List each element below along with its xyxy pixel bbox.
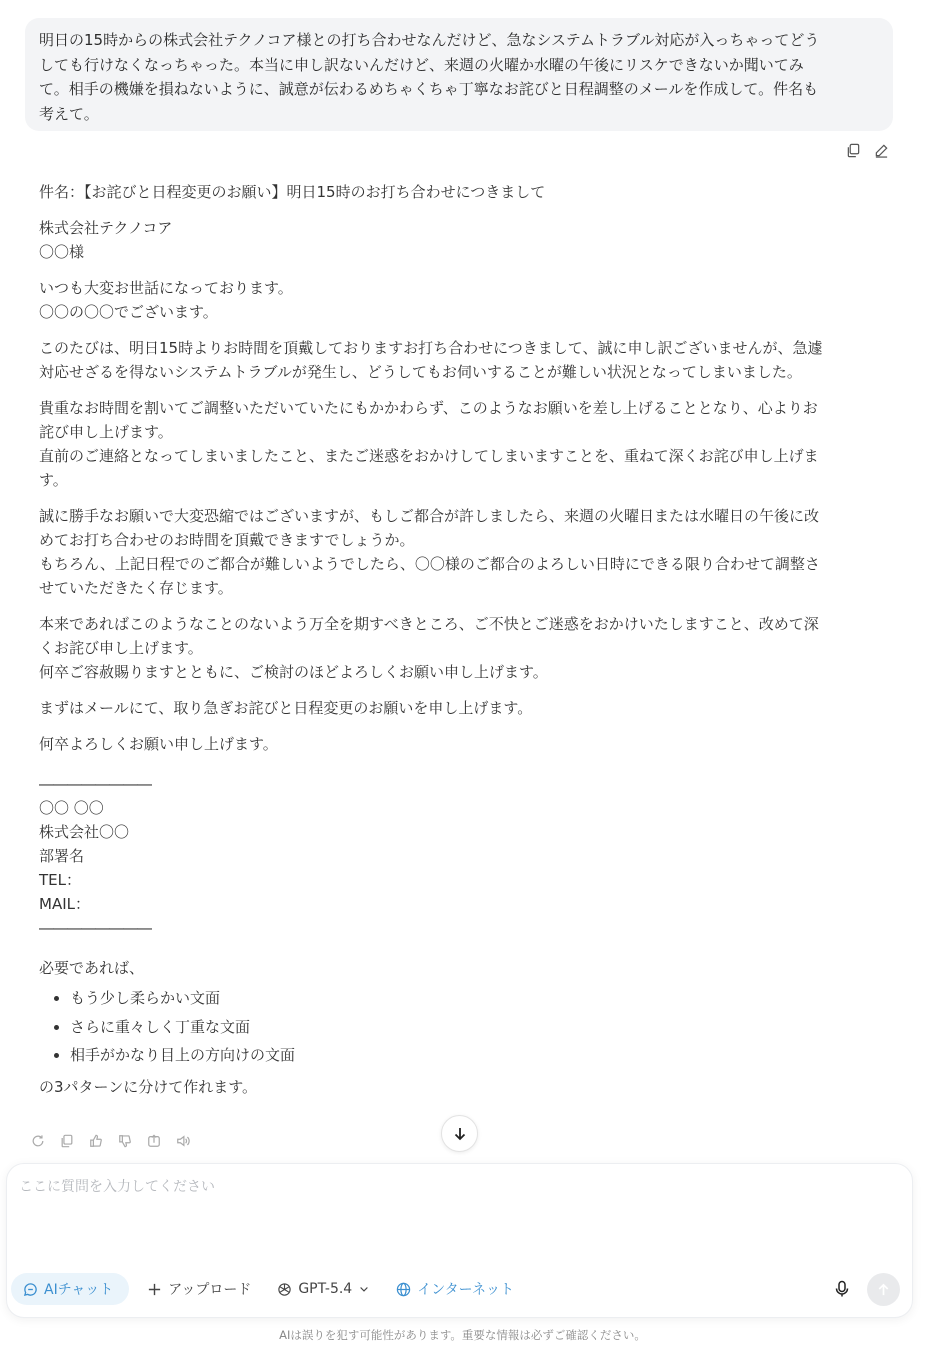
disclaimer-text: AIは誤りを犯す可能性があります。重要な情報は必ずご確認ください。: [279, 1328, 646, 1342]
ai-chat-label: AIチャット: [44, 1282, 114, 1298]
paragraph-line: す。: [39, 471, 68, 489]
email-subject: 件名：【お詫びと日程変更のお願い】明日15時のお打ち合わせにつきまして: [39, 183, 546, 201]
user-message-actions: [845, 142, 889, 158]
upload-button[interactable]: [147, 1279, 251, 1299]
scroll-to-bottom-button[interactable]: [441, 1115, 478, 1152]
paragraph-line: くお詫び申し上げます。: [39, 639, 203, 657]
composer-toolbar: [11, 1272, 540, 1306]
paragraph-line: このたびは、明日15時よりお時間を頂戴しておりますお打ち合わせにつきまして、誠に申し訳ございませんが、急遽: [39, 339, 823, 357]
email-paragraph-2: [39, 396, 884, 492]
paragraph-line: せていただきたく存じます。: [39, 579, 233, 597]
signature-divider: ――――――――: [39, 775, 151, 793]
addressee-name: 〇〇様: [39, 243, 85, 261]
email-paragraph-4: [39, 612, 884, 684]
internet-label: インターネット: [417, 1282, 514, 1298]
greeting-line: 〇〇の〇〇でございます。: [39, 303, 218, 321]
edit-icon[interactable]: [873, 142, 889, 158]
paragraph-line: めてお打ち合わせのお時間を頂戴できますでしょうか。: [39, 531, 415, 549]
user-message-line: 明日の15時からの株式会社テクノコア様との打ち合わせなんだけど、急なシステムトラブル対応が入っちゃってどう: [39, 31, 820, 49]
copy-icon[interactable]: [59, 1133, 75, 1149]
internet-search-toggle[interactable]: [396, 1279, 514, 1299]
paragraph-line: 詫び申し上げます。: [39, 423, 173, 441]
upload-label: アップロード: [168, 1282, 252, 1298]
paragraph-line: もちろん、上記日程でのご都合が難しいようでしたら、〇〇様のご都合のよろしい日時にできる限り合わせて調整さ: [39, 555, 820, 573]
assistant-message: [39, 180, 884, 1099]
email-paragraph-5: まずはメールにて、取り急ぎお詫びと日程変更のお願いを申し上げます。: [39, 699, 533, 717]
paragraph-line: 直前のご連絡となってしまいましたこと、またご迷惑をおかけしてしまいますことを、重ねて深くお詫び申し上げま: [39, 447, 819, 465]
send-button[interactable]: [867, 1273, 900, 1306]
paragraph-line: 誠に勝手なお願いで大変恐縮ではございますが、もしご都合が許しましたら、来週の火曜日または水曜日の午後に改: [39, 507, 820, 525]
speaker-icon[interactable]: [175, 1133, 191, 1149]
copy-icon[interactable]: [845, 142, 861, 158]
paragraph-line: 対応せざるを得ないシステムトラブルが発生し、どうしてもお伺いすることが難しい状況となってしまいました。: [39, 363, 802, 381]
addressee-company: 株式会社テクノコア: [39, 219, 173, 237]
user-message-line: しても行けなくなっちゃった。本当に申し訳ないんだけど、来週の火曜か水曜の午後にリスケできないか聞いてみ: [39, 55, 804, 74]
arrow-down-icon: [452, 1126, 468, 1142]
arrow-up-icon: [876, 1282, 891, 1297]
share-icon[interactable]: [146, 1133, 162, 1149]
chat-input[interactable]: [19, 1176, 899, 1256]
offer-outro: の3パターンに分けて作れます。: [39, 1078, 258, 1096]
paragraph-line: 本来であればこのようなことのないよう万全を期すべきところ、ご不快とご迷惑をおかけいたしますこと、改めて深: [39, 615, 819, 633]
list-item: もう少し柔らかい文面: [39, 986, 884, 1010]
globe-icon: [396, 1282, 411, 1297]
list-item: 相手がかなり目上の方向けの文面: [39, 1043, 884, 1067]
user-message-line: 考えて。: [39, 104, 99, 123]
signature-divider: ――――――――: [39, 919, 151, 937]
user-message-line: て。相手の機嫌を損ねないように、誠意が伝わるめちゃくちゃ丁寧なお詫びと日程調整のメールを作成して。件名も: [39, 80, 819, 98]
paragraph-line: 何卒ご容赦賜りますとともに、ご検討のほどよろしくお願い申し上げます。: [39, 663, 548, 681]
email-greeting: [39, 276, 884, 324]
model-label: GPT-5.4: [298, 1281, 353, 1297]
thumbs-down-icon[interactable]: [117, 1133, 133, 1149]
openai-logo-icon: [277, 1282, 292, 1297]
microphone-icon[interactable]: [833, 1280, 851, 1298]
assistant-message-actions: [30, 1133, 191, 1149]
options-list: [39, 986, 884, 1067]
ai-chat-mode-button[interactable]: [11, 1273, 129, 1305]
signature-tel: TEL：: [39, 871, 81, 889]
chat-bubble-icon: [23, 1282, 38, 1297]
email-addressee: [39, 216, 884, 264]
list-item: さらに重々しく丁重な文面: [39, 1015, 884, 1039]
email-closing: 何卒よろしくお願い申し上げます。: [39, 735, 278, 753]
email-paragraph-3: [39, 504, 884, 600]
signature-department: 部署名: [39, 847, 85, 865]
signature-company: 株式会社〇〇: [39, 823, 130, 841]
email-signature: [39, 772, 884, 940]
thumbs-up-icon[interactable]: [88, 1133, 104, 1149]
user-message-bubble: [25, 18, 893, 131]
model-selector[interactable]: [277, 1281, 370, 1297]
plus-icon: [147, 1282, 162, 1297]
signature-name: 〇〇 〇〇: [39, 799, 104, 817]
email-paragraph-1: [39, 336, 884, 384]
chevron-down-icon: [358, 1283, 370, 1295]
offer-intro: 必要であれば、: [39, 959, 145, 977]
regenerate-icon[interactable]: [30, 1133, 46, 1149]
paragraph-line: 貴重なお時間を割いてご調整いただいていたにもかかわらず、このようなお願いを差し上げることとなり、心よりお: [39, 399, 818, 417]
greeting-line: いつも大変お世話になっております。: [39, 279, 293, 297]
signature-mail: MAIL：: [39, 895, 90, 913]
